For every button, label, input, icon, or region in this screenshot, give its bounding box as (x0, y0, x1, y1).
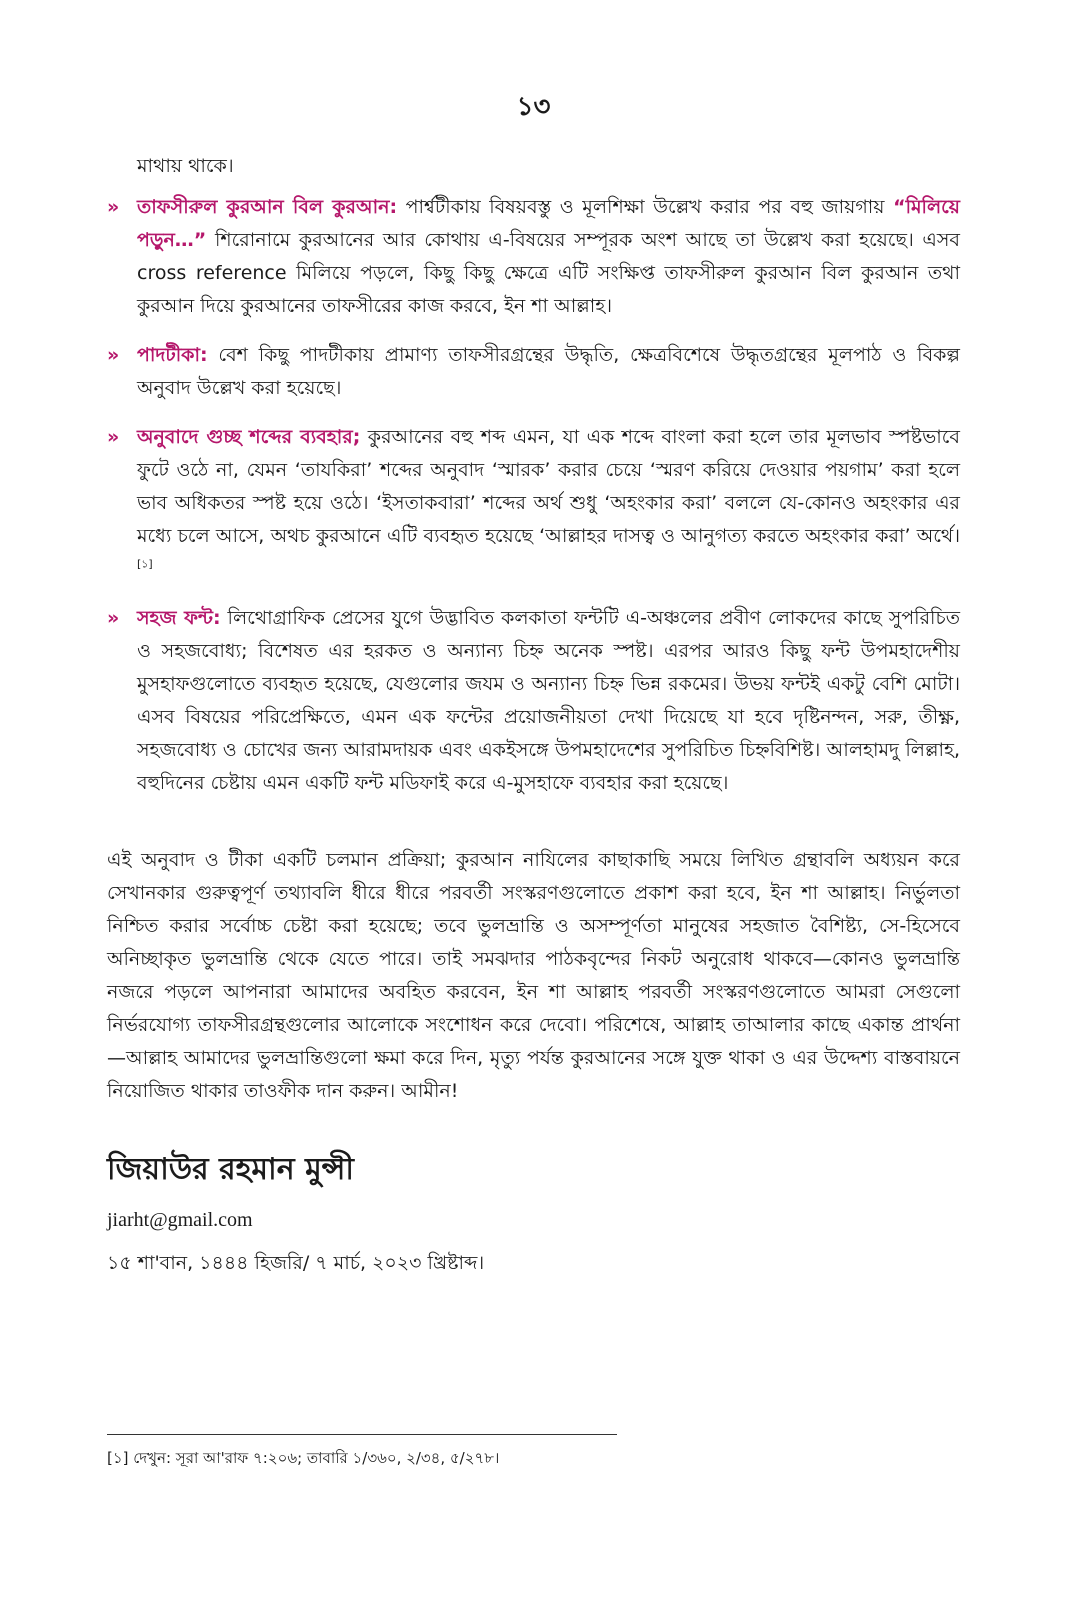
bullet-marker: » (107, 196, 120, 218)
author-name: জিয়াউর রহমান মুন্সী (107, 1152, 354, 1187)
continuation-line: মাথায় থাকে। (137, 155, 234, 177)
signature-date: ১৫ শা'বান, ১৪৪৪ হিজরি/ ৭ মার্চ, ২০২৩ খ্রিষ্টাব্দ। (107, 1252, 485, 1274)
highlight-phrase: “মিলিয়ে পড়ুন…” (137, 196, 960, 251)
list-item-text: বেশ কিছু পাদটীকায় প্রামাণ্য তাফসীরগ্রন্থের উদ্ধৃতি, ক্ষেত্রবিশেষে উদ্ধৃতগ্রন্থের মূলপাঠ ও বিকল্প অনুবাদ উল্লেখ করা হয়েছে। (137, 344, 960, 399)
list-item-term: সহজ ফন্ট: (137, 607, 221, 629)
page-body (107, 150, 960, 1280)
list-item-tafsir-quran (107, 191, 960, 323)
list-item-footnotes (107, 339, 960, 405)
list-item-easy-font (107, 602, 960, 800)
list-item-text: শিরোনামে কুরআনের আর কোথায় এ-বিষয়ের সম্পূরক অংশ আছে তা উল্লেখ করা হয়েছে। এসব cross reference মিলিয়ে পড়লে, কিছু কিছু ক্ষেত্রে এটি সংক্ষিপ্ত তাফসীরুল কুরআন বিল কুরআন তথা কুরআন দিয়ে কুরআনের তাফসীরের কাজ করবে, ইন শা আল্লাহ। (137, 229, 960, 317)
list-item-text: লিথোগ্রাফিক প্রেসের যুগে উদ্ভাবিত কলকাতা ফন্টটি এ-অঞ্চলের প্রবীণ লোকদের কাছে সুপরিচিত ও সহজবোধ্য; বিশেষত এর হরকত ও অন্যান্য চিহ্ন অনেক স্পষ্ট। এরপর আরও কিছু ফন্ট উপমহাদেশীয় মুসহাফগুলোতে ব্যবহৃত হয়েছে, যেগুলোর জযম ও অন্যান্য চিহ্ন ভিন্ন রকমের। উভয় ফন্টই একটু বেশি মোটা। এসব বিষয়ের পরিপ্রেক্ষিতে, এমন এক ফন্টের প্রয়োজনীয়তা দেখা দিয়েছে যা হবে দৃষ্টিনন্দন, সরু, তীক্ষ্ণ, সহজবোধ্য ও চোখের জন্য আরামদায়ক এবং একইসঙ্গে উপমহাদেশের সুপরিচিত চিহ্নবিশিষ্ট। আলহামদু লিল্লাহ, বহুদিনের চেষ্টায় এমন একটি ফন্ট মডিফাই করে এ-মুসহাফে ব্যবহার করা হয়েছে। (137, 607, 960, 794)
list-item-word-clusters (107, 421, 960, 586)
footnote-divider (107, 1434, 617, 1435)
list-item-term: পাদটীকা: (137, 344, 208, 366)
bullet-marker: » (107, 344, 120, 366)
footnote: [১] দেখুন: সূরা আ'রাফ ৭:২০৬; তাবারি ১/৩৬০, ২/৩৪, ৫/২৭৮। (107, 1449, 500, 1467)
footnote-reference[interactable]: [১] (137, 557, 153, 571)
page-number: ১৩ (516, 92, 551, 122)
bullet-marker: » (107, 426, 120, 448)
list-item-term: অনুবাদে গুচ্ছ শব্দের ব্যবহার; (137, 426, 361, 448)
list-item-term: তাফসীরুল কুরআন বিল কুরআন: (137, 196, 398, 218)
list-item-text: পার্শ্বটীকায় বিষয়বস্তু ও মূলশিক্ষা উল্লেখ করার পর বহু জায়গায় (397, 196, 894, 218)
closing-paragraph: এই অনুবাদ ও টীকা একটি চলমান প্রক্রিয়া; কুরআন নাযিলের কাছাকাছি সময়ে লিখিত গ্রন্থাবলি অধ্যয়ন করে সেখানকার গুরুত্বপূর্ণ তথ্যাবলি ধীরে ধীরে পরবর্তী সংস্করণগুলোতে প্রকাশ করা হবে, ইন শা আল্লাহ। নির্ভুলতা নিশ্চিত করার সর্বোচ্চ চেষ্টা করা হয়েছে; তবে ভুলভ্রান্তি ও অসম্পূর্ণতা মানুষের সহজাত বৈশিষ্ট্য, সে-হিসেবে অনিচ্ছাকৃত ভুলভ্রান্তি থেকে যেতে পারে। তাই সমঝদার পাঠকবৃন্দের নিকট অনুরোধ থাকবে—কোনও ভুলভ্রান্তি নজরে পড়লে আপনারা আমাদের অবহিত করবেন, ইন শা আল্লাহ পরবর্তী সংস্করণগুলোতে আমরা সেগুলো নির্ভরযোগ্য তাফসীরগ্রন্থগুলোর আলোকে সংশোধন করে দেবো। পরিশেষে, আল্লাহ তাআলার কাছে একান্ত প্রার্থনা—আল্লাহ আমাদের ভুলভ্রান্তিগুলো ক্ষমা করে দিন, মৃত্যু পর্যন্ত কুরআনের সঙ্গে যুক্ত থাকা ও এর উদ্দেশ্য বাস্তবায়নে নিয়োজিত থাকার তাওফীক দান করুন। আমীন! (107, 849, 960, 1102)
list-item-text: কুরআনের বহু শব্দ এমন, যা এক শব্দে বাংলা করা হলে তার মূলভাব স্পষ্টভাবে ফুটে ওঠে না, যেমন ‘তাযকিরা’ শব্দের অনুবাদ ‘স্মারক’ করার চেয়ে ‘স্মরণ করিয়ে দেওয়ার পয়গাম’ করা হলে ভাব অধিকতর স্পষ্ট হয়ে ওঠে। ‘ইসতাকবারা’ শব্দের অর্থ শুধু ‘অহংকার করা’ বললে যে-কোনও অহংকার এর মধ্যে চলে আসে, অথচ কুরআনে এটি ব্যবহৃত হয়েছে ‘আল্লাহর দাসত্ব ও আনুগত্য করতে অহংকার করা’ অর্থে। (137, 426, 960, 547)
author-email[interactable]: jiarht@gmail.com (107, 1209, 253, 1231)
bullet-marker: » (107, 607, 120, 629)
